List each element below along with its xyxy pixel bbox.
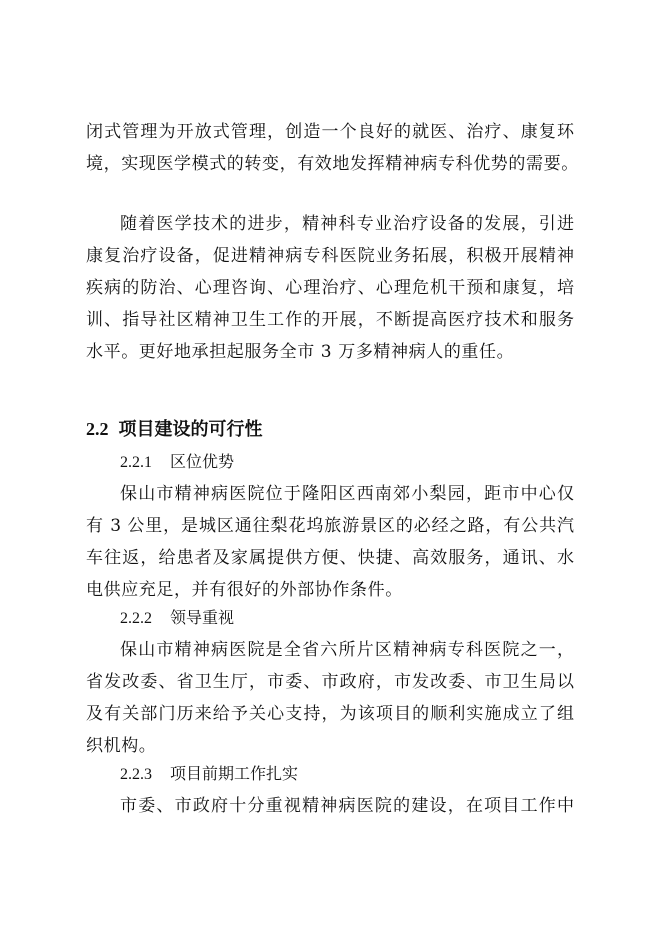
para2-line-5: 水平。更好地承担起服务全市 3 万多精神病人的重任。: [86, 342, 515, 362]
subsection-heading-2: [120, 606, 234, 631]
subsection-title-2: 领导重视: [170, 608, 235, 627]
para1-line-2: 境，实现医学模式的转变，有效地发挥精神病专科优势的需要。: [86, 154, 579, 174]
sub3-line-1: 市委、市政府十分重视精神病医院的建设，在项目工作中: [120, 796, 574, 816]
subsection-title-3: 项目前期工作扎实: [170, 764, 299, 783]
para2-line-1: 随着医学技术的进步，精神科专业治疗设备的发展，引进: [120, 214, 574, 234]
para1-line-1: 闭式管理为开放式管理，创造一个良好的就医、治疗、康复环: [86, 122, 574, 142]
para2-line-3: 疾病的防治、心理咨询、心理治疗、心理危机干预和康复，培: [86, 278, 574, 298]
sub2-line-2: 省发改委、省卫生厅，市委、市政府，市发改委、市卫生局以: [86, 672, 574, 692]
subsection-number-1: 2.2.1: [120, 454, 152, 471]
section-title: 项目建设的可行性: [118, 419, 263, 440]
section-heading: [86, 416, 263, 443]
sub1-line-1: 保山市精神病医院位于隆阳区西南郊小梨园，距市中心仅: [120, 484, 574, 504]
subsection-title-1: 区位优势: [170, 452, 235, 471]
subsection-number-3: 2.2.3: [120, 766, 152, 783]
para2-line-4: 训、指导社区精神卫生工作的开展，不断提高医疗技术和服务: [86, 310, 574, 330]
section-number: 2.2: [86, 419, 109, 439]
subsection-number-2: 2.2.2: [120, 610, 152, 627]
sub1-line-2: 有 3 公里，是城区通往梨花坞旅游景区的必经之路，有公共汽: [86, 516, 574, 536]
subsection-heading-1: [120, 450, 234, 475]
sub2-line-3: 及有关部门历来给予关心支持，为该项目的顺利实施成立了组: [86, 704, 574, 724]
subsection-heading-3: [120, 762, 298, 787]
sub2-line-1: 保山市精神病医院是全省六所片区精神病专科医院之一，: [120, 640, 574, 660]
sub1-line-3: 车往返，给患者及家属提供方便、快捷、高效服务，通讯、水: [86, 548, 574, 568]
para2-line-2: 康复治疗设备，促进精神病专科医院业务拓展，积极开展精神: [86, 246, 574, 266]
sub1-line-4: 电供应充足，并有很好的外部协作条件。: [86, 580, 403, 600]
sub2-line-4: 织机构。: [86, 736, 157, 756]
